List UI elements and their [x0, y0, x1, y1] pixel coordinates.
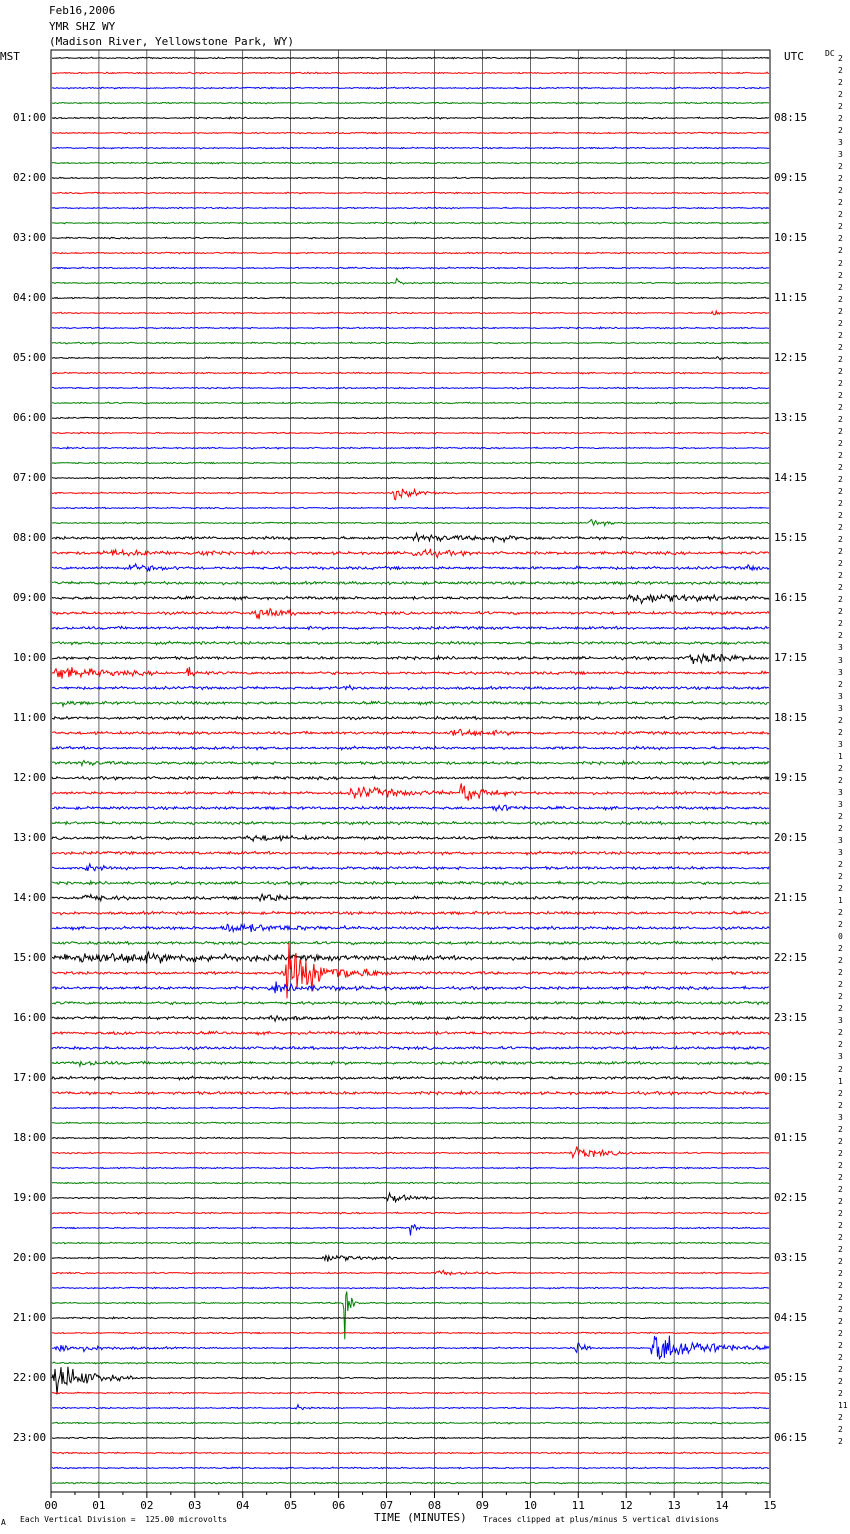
dc-value: 2: [838, 366, 843, 376]
dc-value: 3: [838, 1112, 843, 1122]
plot-frame: [51, 50, 770, 1492]
seismic-trace: [52, 941, 769, 944]
seismic-trace: [52, 685, 769, 690]
dc-value: 2: [838, 1040, 843, 1050]
seismic-trace: [52, 836, 769, 842]
mst-hour-label: 13:00: [13, 831, 47, 844]
dc-value: 2: [838, 1365, 843, 1375]
dc-value: 2: [838, 487, 843, 497]
dc-value: 2: [838, 1136, 843, 1146]
seismic-trace: [52, 72, 769, 74]
dc-value: 2: [838, 126, 843, 136]
seismic-trace: [52, 1452, 769, 1454]
utc-hour-label: 17:15: [774, 651, 808, 664]
utc-hour-label: 00:15: [774, 1071, 808, 1084]
seismic-trace: [52, 462, 769, 464]
seismic-trace: [52, 943, 769, 998]
dc-value: 1: [838, 896, 843, 906]
utc-hour-label: 14:15: [774, 471, 808, 484]
dc-value: 2: [838, 186, 843, 196]
dc-value: 2: [838, 198, 843, 208]
clip-note: Traces clipped at plus/minus 5 vertical divisions: [483, 1515, 720, 1524]
seismic-trace: [52, 952, 769, 963]
utc-hour-label: 09:15: [774, 171, 808, 184]
seismic-trace: [52, 533, 769, 542]
seismic-trace: [52, 761, 769, 766]
dc-value: 2: [838, 547, 843, 557]
seismic-trace: [52, 1107, 769, 1109]
mst-hour-label: 05:00: [13, 351, 47, 364]
dc-value: 2: [838, 1172, 843, 1182]
dc-value: 2: [838, 1196, 843, 1206]
seismic-trace: [52, 981, 769, 993]
seismic-trace: [52, 1242, 769, 1244]
dc-value: 2: [838, 438, 843, 448]
dc-value: 2: [838, 54, 843, 63]
mst-hour-label: 11:00: [13, 711, 47, 724]
seismic-trace: [52, 1422, 769, 1424]
seismic-trace: [52, 192, 769, 194]
dc-value: 3: [838, 847, 843, 857]
utc-hour-label: 16:15: [774, 591, 808, 604]
dc-value: 2: [838, 763, 843, 773]
dc-value: 2: [838, 1437, 843, 1447]
seismic-trace: [52, 716, 769, 719]
mst-hour-label: 14:00: [13, 891, 47, 904]
seismic-trace: [52, 447, 769, 449]
dc-value: 2: [838, 402, 843, 412]
dc-value: 2: [838, 270, 843, 280]
seismic-trace: [52, 1031, 769, 1035]
dc-value: 2: [838, 1281, 843, 1291]
seismic-trace: [52, 311, 769, 315]
seismic-trace: [52, 402, 769, 404]
dc-value: 2: [838, 378, 843, 388]
dc-value: 2: [838, 414, 843, 424]
dc-value: 2: [838, 102, 843, 112]
x-tick-label: 14: [715, 1499, 729, 1512]
dc-value: 1: [838, 751, 843, 761]
seismic-trace: [52, 1182, 769, 1184]
seismic-trace: [52, 776, 769, 780]
seismic-trace: [52, 805, 769, 811]
x-tick-label: 09: [475, 1499, 490, 1512]
seismic-trace: [52, 279, 769, 285]
x-tick-label: 05: [284, 1499, 298, 1512]
dc-value: 2: [838, 1100, 843, 1110]
mst-hour-label: 22:00: [13, 1371, 47, 1384]
dc-value: 2: [838, 583, 843, 593]
seismic-trace: [52, 609, 769, 620]
x-tick-label: 13: [667, 1499, 681, 1512]
dc-value: 2: [838, 1220, 843, 1230]
x-tick-label: 00: [44, 1499, 58, 1512]
x-tick-label: 10: [523, 1499, 537, 1512]
utc-hour-label: 08:15: [774, 111, 808, 124]
x-tick-label: 12: [619, 1499, 633, 1512]
dc-value: 2: [838, 860, 843, 869]
dc-value: 2: [838, 390, 843, 400]
dc-value: 2: [838, 511, 843, 521]
dc-value: 3: [838, 643, 843, 653]
dc-value: 2: [838, 342, 843, 352]
utc-hour-label: 02:15: [774, 1191, 808, 1204]
scale-note: Each Vertical Division = 125.00 microvolts: [20, 1515, 228, 1524]
dc-value: 2: [838, 354, 843, 364]
mst-hour-label: 06:00: [13, 411, 47, 424]
seismic-trace: [52, 1001, 769, 1004]
dc-value: 11: [838, 1401, 848, 1411]
dc-value: 3: [838, 1016, 843, 1026]
dc-value: 2: [838, 823, 843, 833]
seismic-trace: [52, 1317, 769, 1319]
x-tick-label: 06: [331, 1499, 346, 1512]
seismic-trace: [52, 1147, 769, 1158]
seismic-trace: [52, 851, 769, 855]
dc-value: 2: [838, 258, 843, 268]
mst-hour-label: 10:00: [13, 651, 47, 664]
dc-value: 3: [838, 787, 843, 797]
dc-value: 2: [838, 523, 843, 533]
x-tick-label: 04: [236, 1499, 250, 1512]
utc-hour-label: 23:15: [774, 1011, 808, 1024]
utc-hour-label: 10:15: [774, 231, 808, 244]
dc-value: 2: [838, 234, 843, 244]
seismic-trace: [52, 207, 769, 209]
dc-value: 2: [838, 1353, 843, 1363]
seismic-trace: [52, 507, 769, 509]
utc-hour-label: 05:15: [774, 1371, 808, 1384]
dc-value: 2: [838, 956, 843, 966]
x-tick-label: 03: [188, 1499, 202, 1512]
seismic-trace: [52, 1467, 769, 1469]
utc-hour-label: 22:15: [774, 951, 808, 964]
seismic-trace: [52, 1046, 769, 1049]
seismic-trace: [52, 581, 769, 585]
utc-hour-label: 21:15: [774, 891, 808, 904]
seismic-trace: [52, 477, 769, 479]
seismic-trace: [52, 1193, 769, 1202]
seismic-trace: [52, 1437, 769, 1439]
seismic-trace: [52, 1137, 769, 1139]
dc-value: 2: [838, 811, 843, 821]
seismic-trace: [52, 489, 769, 500]
dc-value: 2: [838, 980, 843, 990]
x-tick-label: 11: [571, 1499, 585, 1512]
dc-value: 2: [838, 1160, 843, 1170]
seismic-trace: [52, 342, 769, 344]
dc-value: 2: [838, 908, 843, 918]
seismic-trace: [52, 924, 769, 932]
dc-value: 2: [838, 1124, 843, 1134]
seismic-trace: [52, 162, 769, 164]
seismic-trace: [52, 1367, 769, 1395]
dc-value: 2: [838, 306, 843, 316]
dc-value: 2: [838, 1305, 843, 1315]
seismic-trace: [52, 729, 769, 736]
dc-value: 2: [838, 222, 843, 232]
seismic-trace: [52, 746, 769, 750]
utc-hour-label: 03:15: [774, 1251, 808, 1264]
dc-value: 3: [838, 667, 843, 677]
dc-value: 2: [838, 1004, 843, 1014]
dc-value: 2: [838, 1341, 843, 1351]
seismic-trace: [52, 327, 769, 329]
seismic-trace: [52, 222, 769, 224]
seismic-trace: [52, 701, 769, 706]
seismic-trace: [52, 549, 769, 558]
dc-value: 2: [838, 1064, 843, 1074]
dc-value: 2: [838, 571, 843, 581]
mst-label: MST: [0, 50, 20, 63]
mst-hour-label: 02:00: [13, 171, 47, 184]
dc-value: 2: [838, 775, 843, 785]
mst-hour-label: 04:00: [13, 291, 47, 304]
seismic-trace: [52, 1482, 769, 1484]
dc-value: 2: [838, 90, 843, 100]
dc-value: 3: [838, 835, 843, 845]
corner-mark: A: [1, 1518, 6, 1527]
seismic-trace: [52, 1292, 769, 1340]
mst-hour-label: 17:00: [13, 1071, 47, 1084]
seismic-trace: [52, 821, 769, 824]
mst-hour-label: 21:00: [13, 1311, 47, 1324]
seismic-trace: [52, 911, 769, 915]
dc-label: DC: [825, 49, 835, 58]
mst-hour-label: 01:00: [13, 111, 47, 124]
seismic-trace: [52, 372, 769, 374]
utc-hour-label: 06:15: [774, 1431, 808, 1444]
seismic-trace: [52, 1256, 769, 1262]
seismic-trace: [52, 417, 769, 419]
dc-value: 1: [838, 1076, 843, 1086]
dc-value: 3: [838, 150, 843, 160]
dc-value: 2: [838, 1184, 843, 1194]
mst-hour-label: 07:00: [13, 471, 47, 484]
mst-hour-label: 12:00: [13, 771, 47, 784]
seismic-trace: [52, 1167, 769, 1169]
seismic-trace: [52, 595, 769, 604]
seismic-trace: [52, 267, 769, 269]
seismic-trace: [52, 432, 769, 434]
seismic-trace: [52, 654, 769, 664]
seismic-trace: [52, 1212, 769, 1214]
dc-value: 2: [838, 162, 843, 172]
dc-value: 2: [838, 1317, 843, 1327]
seismic-trace: [52, 1061, 769, 1066]
mst-hour-label: 15:00: [13, 951, 47, 964]
seismic-trace: [52, 1287, 769, 1289]
seismic-trace: [52, 387, 769, 389]
mst-hour-label: 19:00: [13, 1191, 47, 1204]
seismic-trace: [52, 520, 769, 526]
seismic-trace: [52, 1076, 769, 1080]
dc-value: 2: [838, 992, 843, 1002]
dc-value: 2: [838, 1389, 843, 1399]
dc-value: 2: [838, 475, 843, 485]
dc-value: 3: [838, 138, 843, 148]
dc-value: 3: [838, 739, 843, 749]
utc-label: UTC: [784, 50, 804, 63]
mst-hour-label: 16:00: [13, 1011, 47, 1024]
mst-hour-label: 20:00: [13, 1251, 47, 1264]
seismic-trace: [52, 1225, 769, 1236]
seismic-trace: [52, 1336, 769, 1360]
dc-value: 2: [838, 559, 843, 569]
seismic-trace: [52, 1122, 769, 1124]
utc-hour-label: 12:15: [774, 351, 808, 364]
seismic-trace: [52, 1091, 769, 1095]
dc-value: 3: [838, 1052, 843, 1062]
dc-value: 2: [838, 330, 843, 340]
dc-value: 2: [838, 944, 843, 954]
x-tick-label: 02: [140, 1499, 154, 1512]
dc-value: 2: [838, 595, 843, 605]
dc-value: 2: [838, 78, 843, 88]
utc-hour-label: 15:15: [774, 531, 808, 544]
mst-hour-label: 09:00: [13, 591, 47, 604]
dc-value: 2: [838, 282, 843, 292]
dc-value: 2: [838, 679, 843, 689]
dc-value: 2: [838, 920, 843, 930]
x-tick-label: 15: [763, 1499, 777, 1512]
seismic-trace: [52, 252, 769, 254]
dc-value: 2: [838, 1377, 843, 1387]
x-tick-label: 08: [427, 1499, 442, 1512]
utc-hour-label: 20:15: [774, 831, 808, 844]
x-tick-label: 01: [92, 1499, 106, 1512]
dc-value: 3: [838, 655, 843, 665]
utc-hour-label: 11:15: [774, 291, 808, 304]
seismic-trace: [52, 237, 769, 239]
seismic-trace: [52, 641, 769, 645]
x-axis-title: TIME (MINUTES): [374, 1511, 467, 1524]
dc-value: 2: [838, 619, 843, 629]
seismic-trace: [52, 1270, 769, 1275]
mst-hour-label: 03:00: [13, 231, 47, 244]
dc-value: 3: [838, 703, 843, 713]
mst-hour-label: 23:00: [13, 1431, 47, 1444]
dc-value: 2: [838, 1028, 843, 1038]
dc-value: 2: [838, 872, 843, 882]
dc-value: 2: [838, 426, 843, 436]
dc-value: 2: [838, 210, 843, 220]
dc-value: 2: [838, 294, 843, 304]
dc-value: 2: [838, 66, 843, 76]
dc-value: 2: [838, 1329, 843, 1339]
dc-value: 2: [838, 715, 843, 725]
seismic-trace: [52, 357, 769, 360]
dc-value: 2: [838, 1269, 843, 1279]
dc-value: 2: [838, 1208, 843, 1218]
utc-hour-label: 01:15: [774, 1131, 808, 1144]
dc-value: 2: [838, 174, 843, 184]
utc-hour-label: 18:15: [774, 711, 808, 724]
dc-value: 2: [838, 1088, 843, 1098]
seismic-trace: [52, 177, 769, 179]
seismic-trace: [52, 117, 769, 119]
dc-value: 2: [838, 1257, 843, 1266]
dc-value: 2: [838, 631, 843, 641]
seismic-trace: [52, 894, 769, 901]
seismic-trace: [52, 297, 769, 299]
seismic-trace: [52, 1392, 769, 1394]
x-tick-label: 07: [379, 1499, 394, 1512]
seismic-trace: [52, 881, 769, 885]
dc-value: 2: [838, 535, 843, 545]
mst-hour-label: 08:00: [13, 531, 47, 544]
seismic-trace: [52, 132, 769, 134]
seismic-trace: [52, 626, 769, 629]
dc-value: 2: [838, 1413, 843, 1423]
dc-value: 0: [838, 932, 843, 942]
mst-hour-label: 18:00: [13, 1131, 47, 1144]
seismic-trace: [52, 1016, 769, 1022]
seismic-trace: [52, 147, 769, 149]
seismic-trace: [52, 1405, 769, 1410]
chart-date: Feb16,2006: [49, 4, 116, 17]
dc-value: 2: [838, 727, 843, 737]
seismic-trace: [52, 783, 769, 800]
dc-value: 2: [838, 463, 843, 473]
chart-station: YMR SHZ WY: [49, 20, 116, 33]
seismic-trace: [52, 667, 769, 679]
dc-value: 2: [838, 1244, 843, 1254]
dc-value: 2: [838, 450, 843, 460]
dc-value: 2: [838, 884, 843, 894]
seismic-trace: [52, 102, 769, 104]
seismic-trace: [52, 864, 769, 871]
utc-hour-label: 19:15: [774, 771, 808, 784]
dc-value: 2: [838, 114, 843, 124]
dc-value: 3: [838, 799, 843, 809]
seismic-trace: [52, 57, 769, 59]
seismic-trace: [52, 1362, 769, 1364]
seismic-trace: [52, 564, 769, 571]
chart-location: (Madison River, Yellowstone Park, WY): [49, 35, 295, 48]
utc-hour-label: 13:15: [774, 411, 808, 424]
dc-value: 2: [838, 1232, 843, 1242]
dc-value: 2: [838, 1425, 843, 1435]
seismic-trace: [52, 87, 769, 89]
dc-value: 2: [838, 246, 843, 256]
dc-value: 2: [838, 1148, 843, 1158]
dc-value: 2: [838, 318, 843, 328]
dc-value: 2: [838, 1293, 843, 1303]
utc-hour-label: 04:15: [774, 1311, 808, 1324]
dc-value: 2: [838, 499, 843, 509]
dc-value: 3: [838, 691, 843, 701]
dc-value: 2: [838, 607, 843, 617]
seismic-trace: [52, 1332, 769, 1334]
dc-value: 2: [838, 968, 843, 978]
